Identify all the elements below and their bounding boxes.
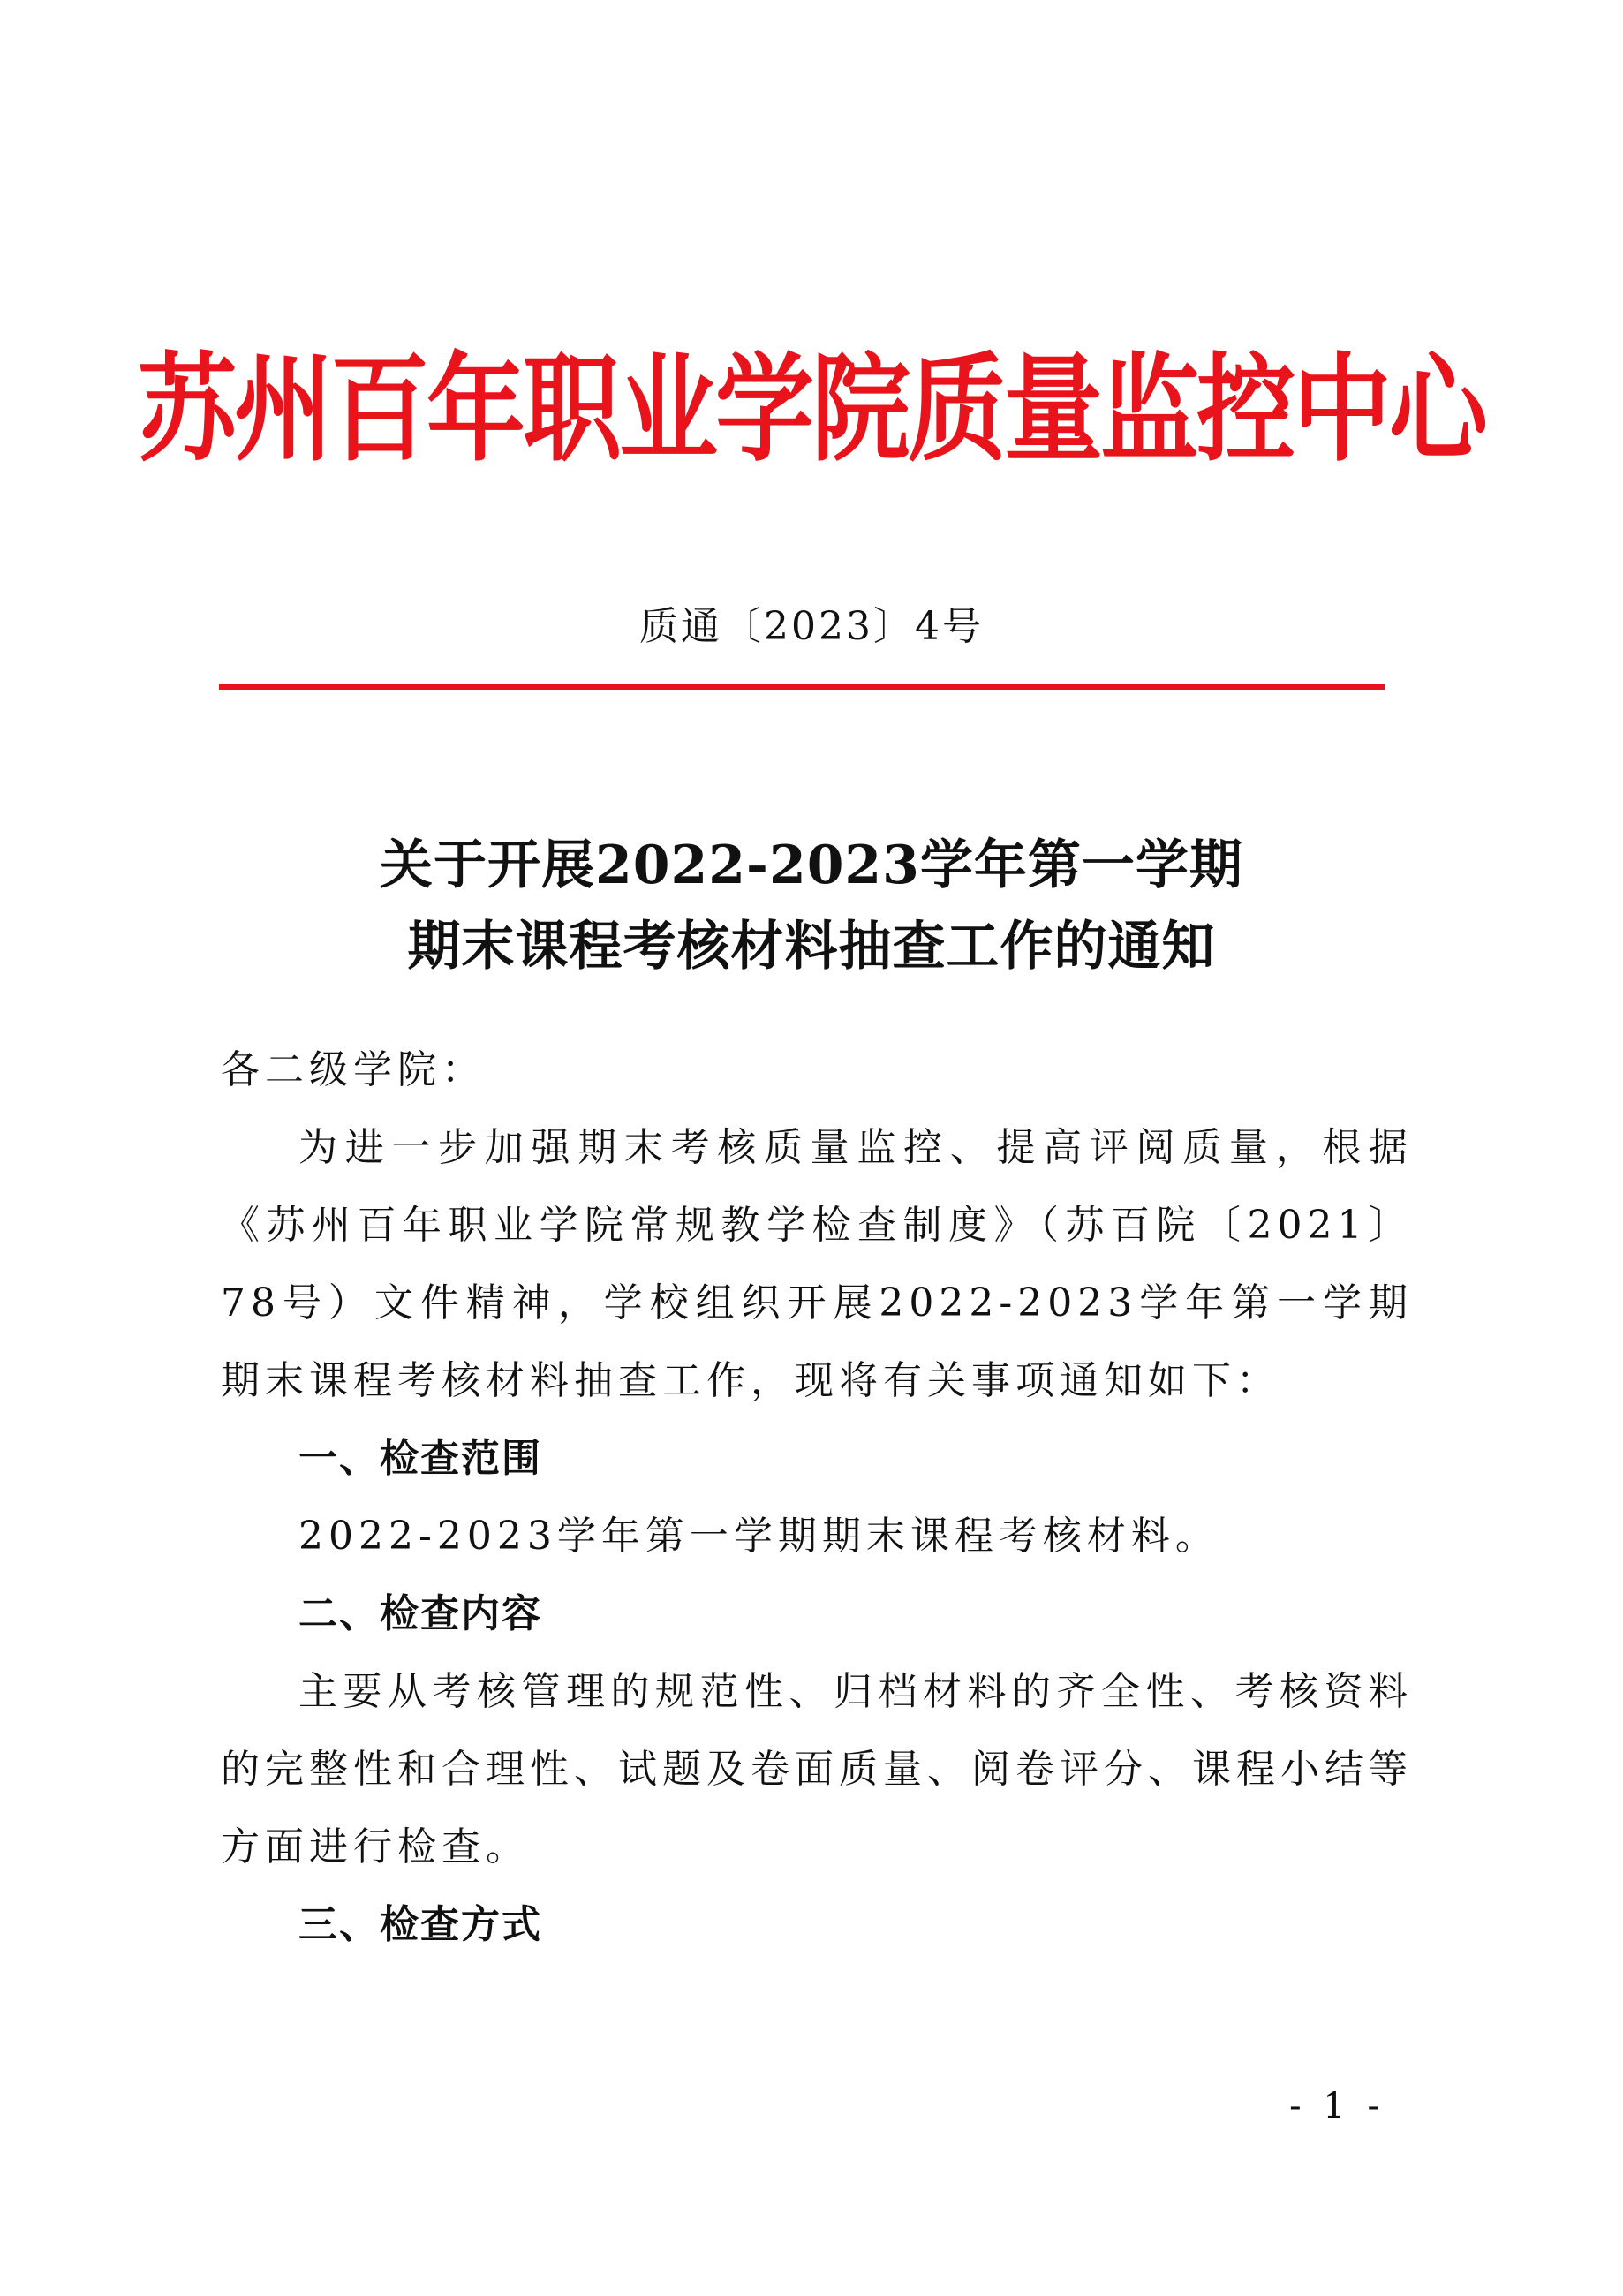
page-number: - 1 -: [1289, 2086, 1385, 2126]
notice-body: [221, 1031, 1413, 1964]
intro-paragraph: 为进一步加强期末考核质量监控、提高评阅质量，根据《苏州百年职业学院常规教学检查制度》（苏百院〔2021〕78号）文件精神，学校组织开展2022-2023学年第一学期期末课程考核材料抽查工作，现将有关事项通知如下：: [221, 1125, 1413, 1403]
notice-title-line-1: 关于开展2022-2023学年第一学期: [380, 835, 1243, 896]
section-3-heading: 三、检查方式: [298, 1902, 542, 1947]
section-2-heading: 二、检查内容: [298, 1591, 542, 1636]
section-1-text: 2022-2023学年第一学期期末课程考核材料。: [298, 1514, 1219, 1559]
salutation: 各二级学院：: [221, 1047, 486, 1092]
document-number: 质通〔2023〕4号: [639, 604, 984, 649]
section-1-heading: 一、检查范围: [298, 1436, 542, 1481]
org-masthead: 苏州百年职业学院质量监控中心: [138, 342, 1485, 479]
red-divider-line: [219, 684, 1385, 690]
notice-title-line-2: 期末课程考核材料抽查工作的通知: [407, 916, 1216, 978]
section-2-text: 主要从考核管理的规范性、归档材料的齐全性、考核资料的完整性和合理性、试题及卷面质量、阅卷评分、课程小结等方面进行检查。: [221, 1669, 1413, 1869]
